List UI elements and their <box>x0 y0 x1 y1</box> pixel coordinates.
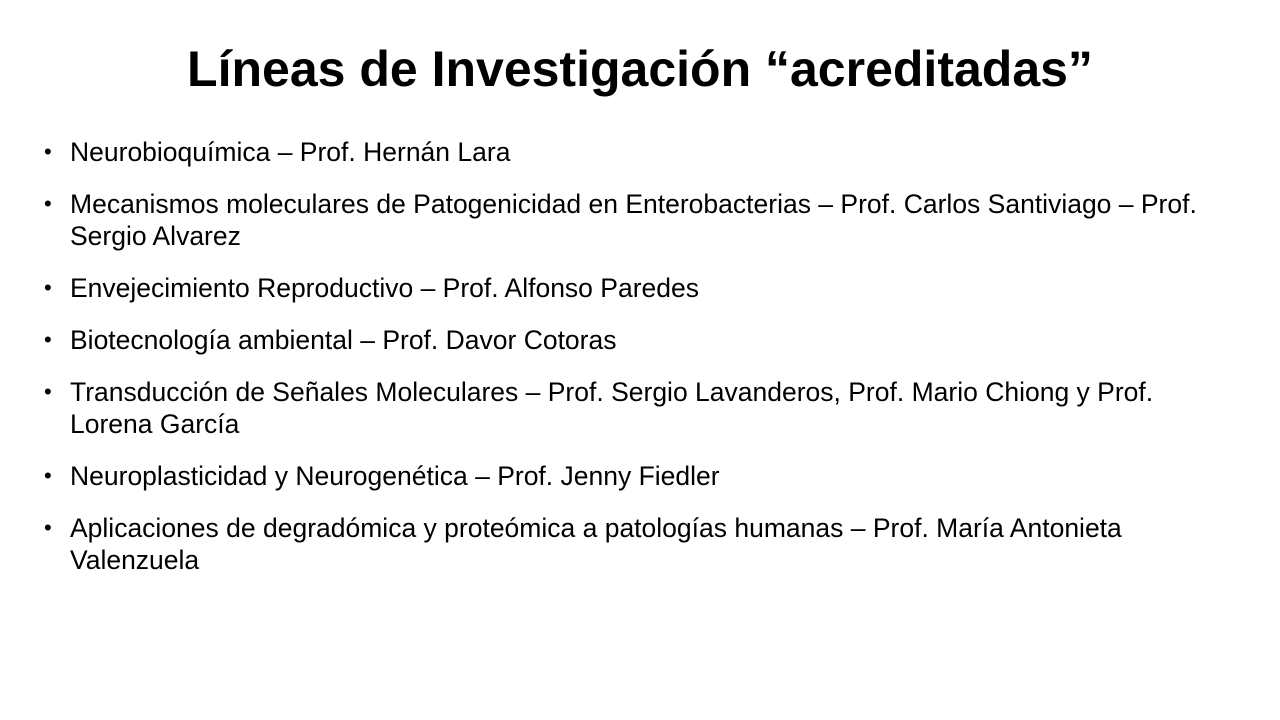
list-item <box>44 376 1230 440</box>
slide-title: Líneas de Investigación “acreditadas” <box>187 41 1093 97</box>
list-item-text: Transducción de Señales Moleculares – Prof. Sergio Lavanderos, Prof. Mario Chiong y Prof. Lorena García <box>70 377 1154 439</box>
list-item-text: Neurobioquímica – Prof. Hernán Lara <box>70 137 511 167</box>
bullet-icon: • <box>44 327 52 352</box>
list-item <box>44 512 1230 576</box>
list-item-text: Mecanismos moleculares de Patogenicidad en Enterobacterias – Prof. Carlos Santiviago – Prof. Sergio Alvarez <box>70 189 1197 251</box>
list-item-text: Aplicaciones de degradómica y proteómica a patologías humanas – Prof. María Antonieta Valenzuela <box>70 513 1122 575</box>
research-lines-list <box>44 136 1230 596</box>
bullet-icon: • <box>44 275 52 300</box>
list-item <box>44 136 1230 168</box>
bullet-icon: • <box>44 379 52 404</box>
list-item-text: Neuroplasticidad y Neurogenética – Prof. Jenny Fiedler <box>70 461 720 491</box>
list-item-text: Biotecnología ambiental – Prof. Davor Cotoras <box>70 325 617 355</box>
bullet-icon: • <box>44 191 52 216</box>
bullet-icon: • <box>44 515 52 540</box>
list-item-text: Envejecimiento Reproductivo – Prof. Alfonso Paredes <box>70 273 699 303</box>
list-item <box>44 272 1230 304</box>
list-item <box>44 188 1230 252</box>
list-item <box>44 460 1230 492</box>
bullet-icon: • <box>44 463 52 488</box>
list-item <box>44 324 1230 356</box>
bullet-icon: • <box>44 139 52 164</box>
